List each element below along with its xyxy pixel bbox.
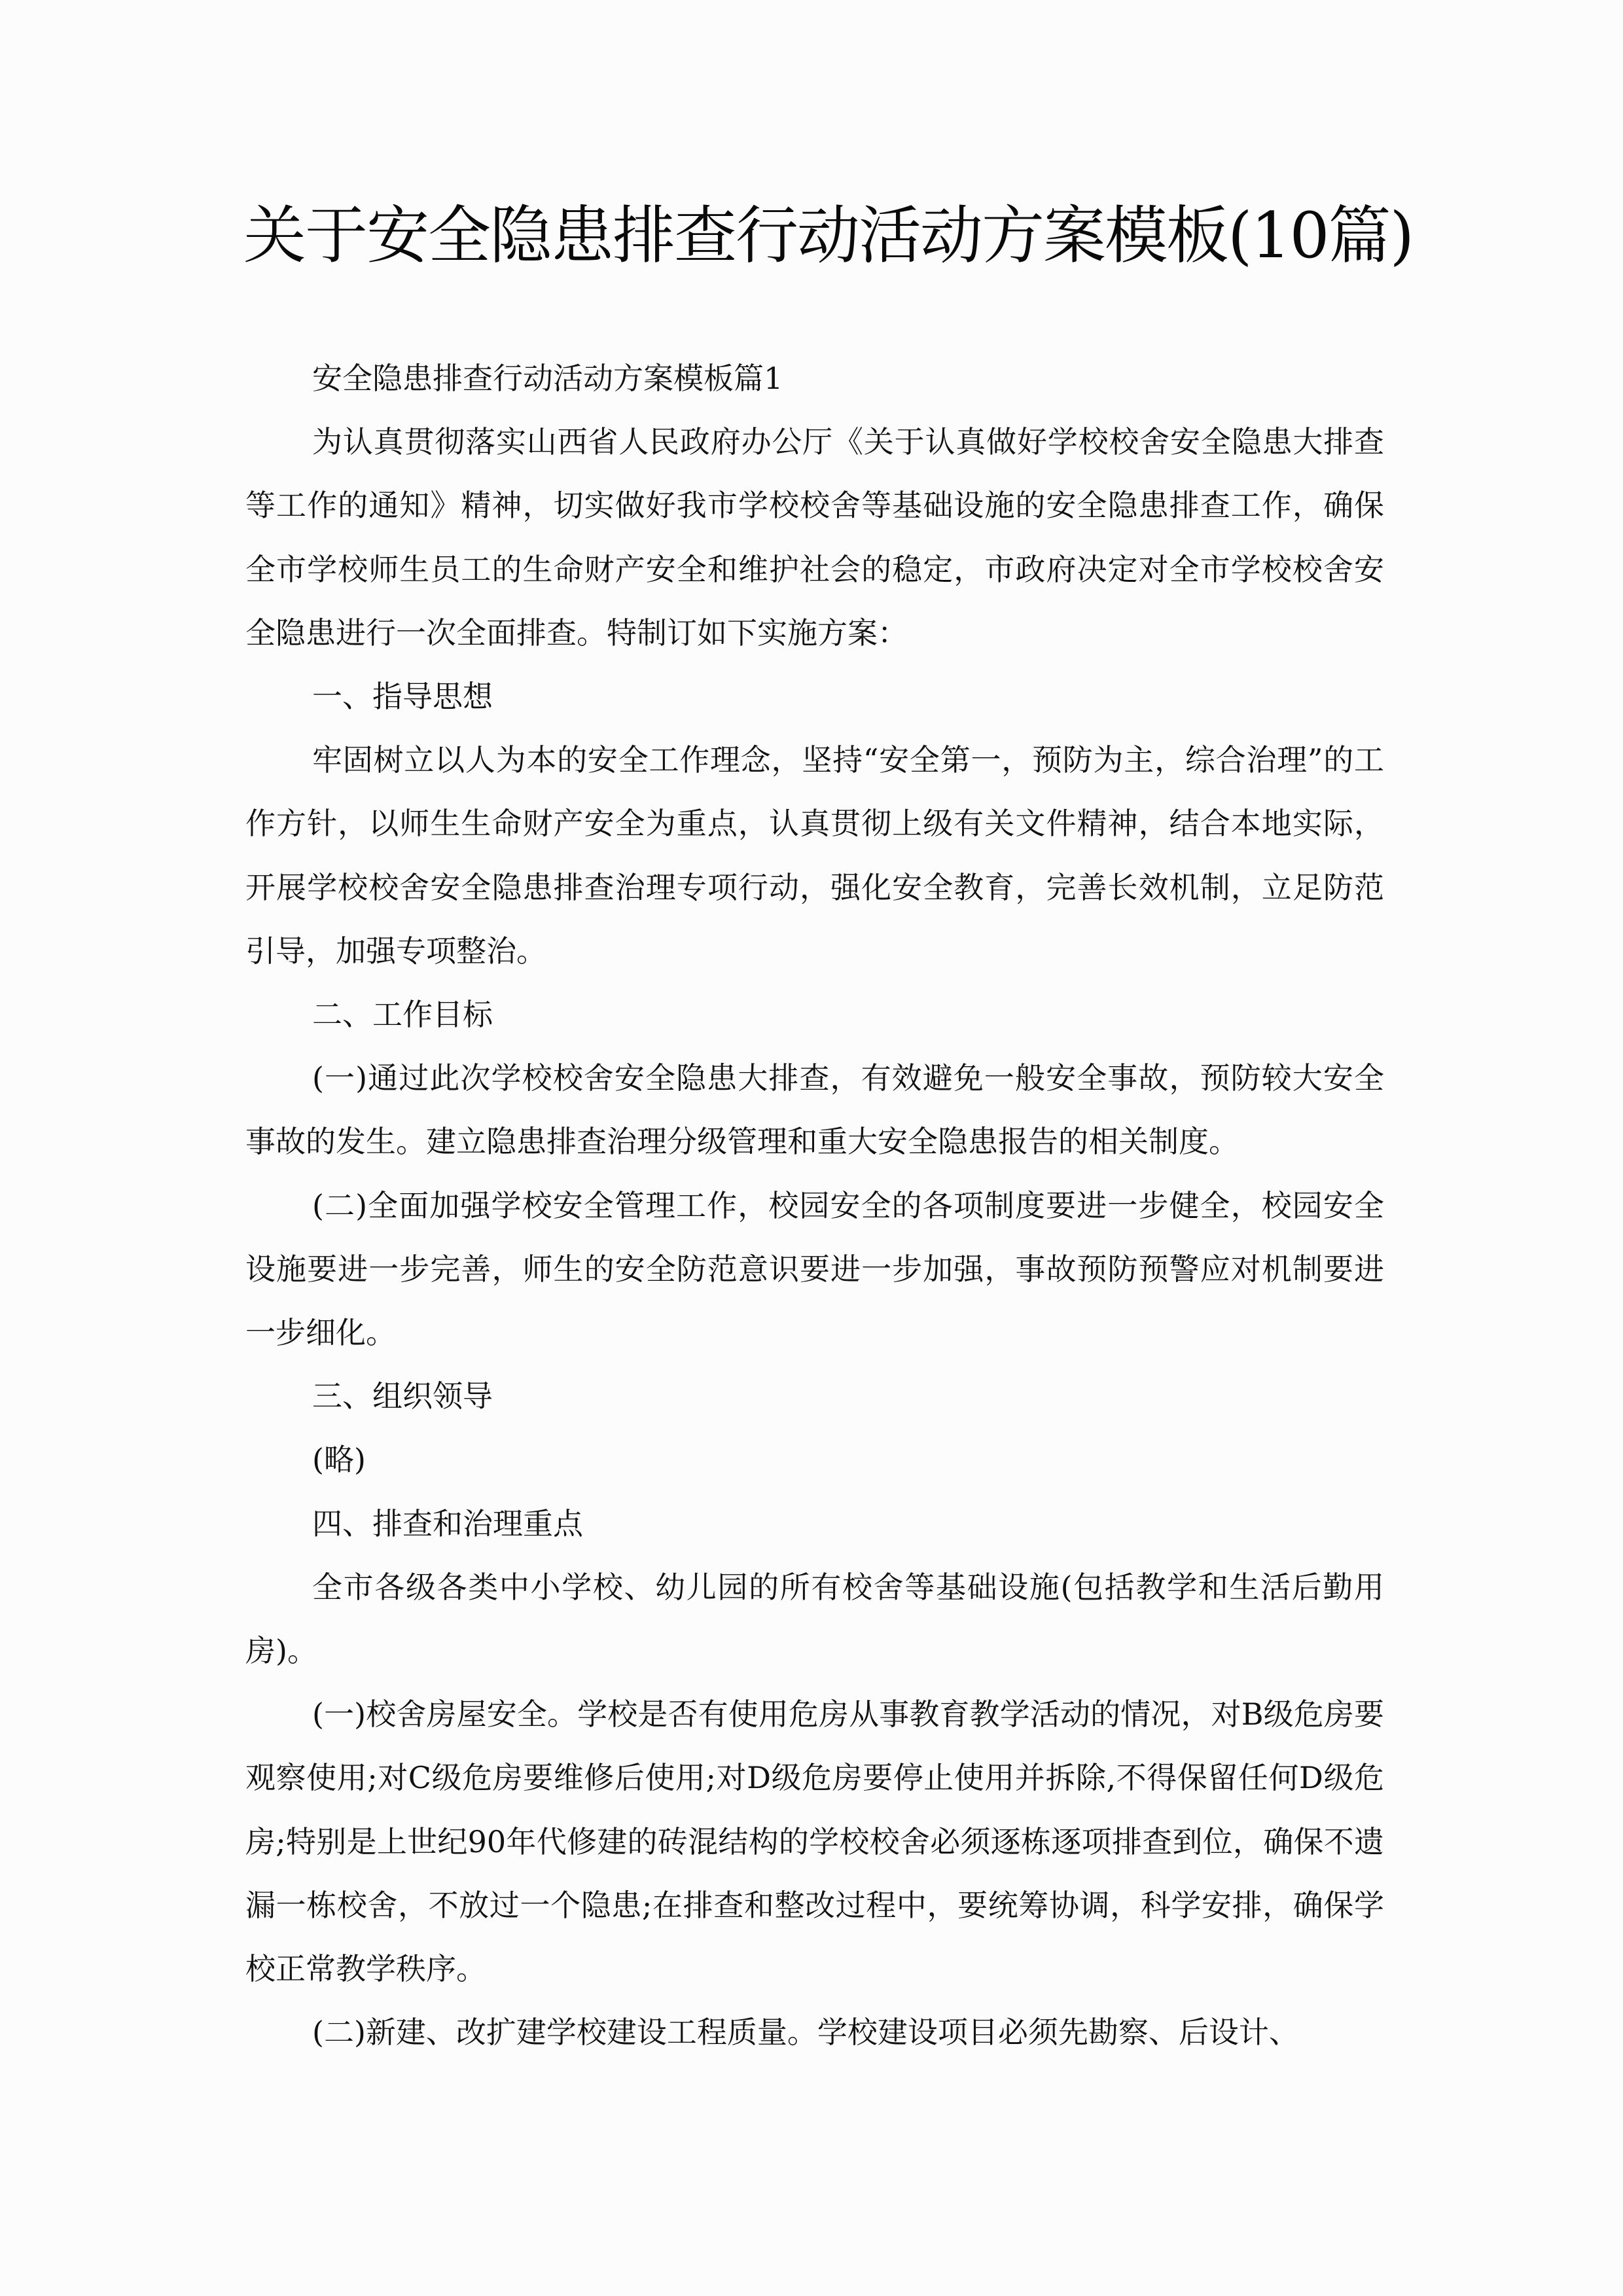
document-body bbox=[245, 347, 1384, 2064]
section-heading-work-goals: 二、工作目标 bbox=[312, 997, 493, 1033]
guiding-ideology-paragraph: 牢固树立以人为本的安全工作理念，坚持“安全第一，预防为主，综合治理”的工作方针，以师生生命财产安全为重点，认真贯彻上级有关文件精神，结合本地实际，开展学校校舍安全隐患排查治理专项行动，强化安全教育，完善长效机制，立足防范引导，加强专项整治。 bbox=[245, 742, 1384, 969]
intro-paragraph: 为认真贯彻落实山西省人民政府办公厅《关于认真做好学校校舍安全隐患大排查等工作的通知》精神，切实做好我市学校校舍等基础设施的安全隐患排查工作，确保全市学校师生员工的生命财产安全和维护社会的稳定，市政府决定对全市学校校舍安全隐患进行一次全面排查。特制订如下实施方案： bbox=[245, 424, 1384, 651]
document-title: 关于安全隐患排查行动活动方案模板(10篇) bbox=[243, 199, 1414, 272]
section-heading-guiding-ideology: 一、指导思想 bbox=[312, 679, 493, 715]
organization-omitted-note: (略) bbox=[312, 1442, 366, 1478]
inspection-item-2: (二)新建、改扩建学校建设工程质量。学校建设项目必须先勘察、后设计、 bbox=[312, 2015, 1299, 2051]
section-heading-inspection-focus: 四、排查和治理重点 bbox=[312, 1505, 583, 1541]
section-heading-organization: 三、组织领导 bbox=[312, 1378, 493, 1414]
work-goal-item-2: (二)全面加强学校安全管理工作，校园安全的各项制度要进一步健全，校园安全设施要进一步完善，师生的安全防范意识要进一步加强，事故预防预警应对机制要进一步细化。 bbox=[245, 1187, 1384, 1351]
work-goal-item-1: (一)通过此次学校校舍安全隐患大排查，有效避免一般安全事故，预防较大安全事故的发生。建立隐患排查治理分级管理和重大安全隐患报告的相关制度。 bbox=[245, 1060, 1384, 1160]
inspection-scope-paragraph: 全市各级各类中小学校、幼儿园的所有校舍等基础设施(包括教学和生活后勤用房)。 bbox=[245, 1569, 1384, 1669]
inspection-item-1: (一)校舍房屋安全。学校是否有使用危房从事教育教学活动的情况，对B级危房要观察使用;对C级危房要维修后使用;对D级危房要停止使用并拆除,不得保留任何D级危房;特别是上世纪90年代修建的砖混结构的学校校舍必须逐栋逐项排查到位，确保不遗漏一栋校舍，不放过一个隐患;在排查和整改过程中，要统筹协调，科学安排，确保学校正常教学秩序。 bbox=[245, 1696, 1384, 1987]
section-heading-part-1: 安全隐患排查行动活动方案模板篇1 bbox=[312, 361, 783, 396]
